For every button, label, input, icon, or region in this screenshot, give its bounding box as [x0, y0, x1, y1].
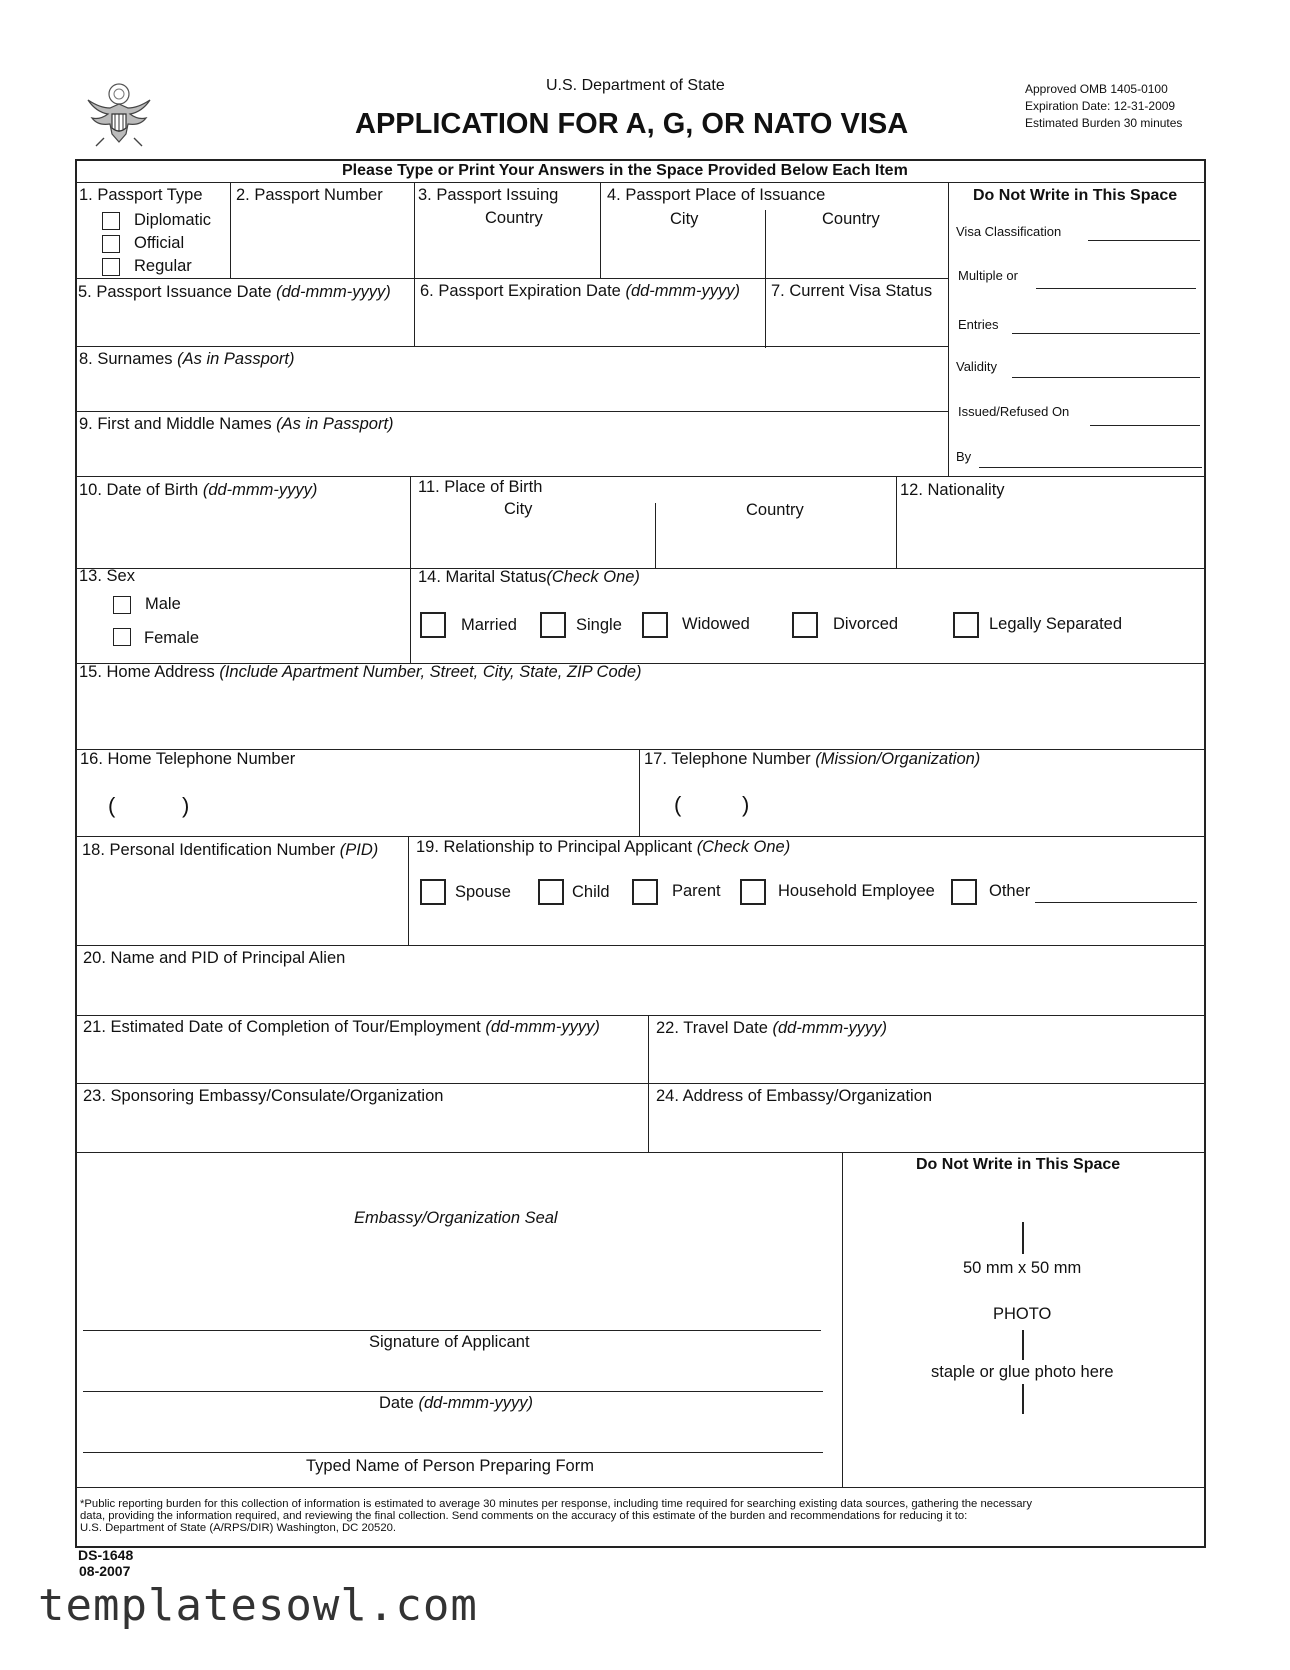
- option-divorced: Divorced: [833, 615, 899, 633]
- state-department-seal-icon: [82, 80, 156, 152]
- instructions: Please Type or Print Your Answers in the Space Provided Below Each Item: [342, 162, 908, 179]
- label-current-visa-status: 7. Current Visa Status: [771, 282, 933, 300]
- typed-name-label: Typed Name of Person Preparing Form: [306, 1457, 594, 1475]
- label-first-middle-names: 9. First and Middle Names (As in Passport): [79, 415, 394, 433]
- label-entries: Entries: [958, 317, 999, 332]
- label-home-address: 15. Home Address (Include Apartment Number, Street, City, State, ZIP Code): [79, 663, 642, 681]
- option-female: Female: [144, 629, 200, 647]
- form-title: APPLICATION FOR A, G, OR NATO VISA: [355, 108, 909, 140]
- option-official: Official: [134, 234, 185, 252]
- footnote-line-3: U.S. Department of State (A/RPS/DIR) Washington, DC 20520.: [80, 1522, 397, 1534]
- checkbox-married[interactable]: [420, 612, 446, 638]
- checkbox-divorced[interactable]: [792, 612, 818, 638]
- label-passport-number: 2. Passport Number: [236, 186, 383, 204]
- label-mission-telephone: 17. Telephone Number (Mission/Organization): [644, 750, 981, 768]
- label-principal-alien: 20. Name and PID of Principal Alien: [83, 949, 346, 967]
- label-passport-type: 1. Passport Type: [79, 186, 203, 204]
- checkbox-male[interactable]: [113, 596, 131, 614]
- label-home-telephone: 16. Home Telephone Number: [80, 750, 296, 768]
- label-birth-city: City: [504, 500, 533, 518]
- expiration-date: Expiration Date: 12-31-2009: [1025, 99, 1176, 113]
- label-by: By: [956, 449, 972, 464]
- option-single: Single: [576, 616, 622, 634]
- checkbox-parent[interactable]: [632, 879, 658, 905]
- checkbox-household-employee[interactable]: [740, 879, 766, 905]
- checkbox-diplomatic[interactable]: [102, 212, 120, 230]
- checkbox-child[interactable]: [538, 879, 564, 905]
- label-travel-date: 22. Travel Date (dd-mmm-yyyy): [656, 1019, 888, 1037]
- label-issuance-country: Country: [822, 210, 880, 228]
- photo-instruction: staple or glue photo here: [931, 1363, 1114, 1381]
- label-date-of-birth: 10. Date of Birth (dd-mmm-yyyy): [79, 481, 318, 499]
- form-revision-date: 08-2007: [79, 1563, 131, 1579]
- checkbox-other[interactable]: [951, 879, 977, 905]
- option-married: Married: [461, 616, 517, 634]
- label-visa-classification: Visa Classification: [956, 224, 1062, 239]
- watermark: templatesowl.com: [38, 1580, 478, 1631]
- option-male: Male: [145, 595, 181, 613]
- checkbox-single[interactable]: [540, 612, 566, 638]
- option-child: Child: [572, 883, 610, 901]
- option-spouse: Spouse: [455, 883, 511, 901]
- label-issuance-city: City: [670, 210, 699, 228]
- label-issuing-country: Country: [485, 209, 543, 227]
- label-issuance-date: 5. Passport Issuance Date (dd-mmm-yyyy): [78, 283, 391, 301]
- estimated-burden: Estimated Burden 30 minutes: [1025, 116, 1183, 130]
- form-id: DS-1648: [78, 1547, 134, 1563]
- footnote-line-2: data, providing the information required, and reviewing the final collection. Send comments on the accuracy of this estimate of the burden and recommendations for reducing it to:: [80, 1510, 968, 1522]
- label-passport-issuing: 3. Passport Issuing: [418, 186, 559, 204]
- checkbox-official[interactable]: [102, 235, 120, 253]
- photo-label: PHOTO: [993, 1305, 1052, 1323]
- footnote-line-1: *Public reporting burden for this collection of information is estimated to average 30 minutes per response, including time required for searching existing data sources, gathering the necessary: [80, 1498, 1032, 1510]
- label-surnames: 8. Surnames (As in Passport): [79, 350, 295, 368]
- label-place-of-birth: 11. Place of Birth: [418, 478, 543, 496]
- label-marital-status: 14. Marital Status(Check One): [418, 568, 640, 586]
- signature-label: Signature of Applicant: [369, 1333, 530, 1351]
- label-completion-date: 21. Estimated Date of Completion of Tour/Employment (dd-mmm-yyyy): [83, 1018, 600, 1036]
- label-birth-country: Country: [746, 501, 804, 519]
- embassy-seal-label: Embassy/Organization Seal: [354, 1209, 558, 1227]
- label-relationship: 19. Relationship to Principal Applicant (Check One): [416, 838, 791, 856]
- mission-telephone-area-open: (: [674, 792, 682, 817]
- checkbox-legally-separated[interactable]: [953, 612, 979, 638]
- home-telephone-area-close: ): [182, 793, 190, 818]
- label-issued-refused: Issued/Refused On: [958, 404, 1070, 419]
- home-telephone-area-open: (: [108, 793, 116, 818]
- option-regular: Regular: [134, 257, 192, 275]
- agency-name: U.S. Department of State: [546, 77, 725, 94]
- label-pid: 18. Personal Identification Number (PID): [82, 841, 379, 859]
- label-multiple-or: Multiple or: [958, 268, 1018, 283]
- option-diplomatic: Diplomatic: [134, 211, 212, 229]
- label-nationality: 12. Nationality: [900, 481, 1005, 499]
- option-household-employee: Household Employee: [778, 882, 935, 900]
- label-expiration-date: 6. Passport Expiration Date (dd-mmm-yyyy): [420, 282, 741, 300]
- date-label: Date (dd-mmm-yyyy): [379, 1394, 534, 1412]
- official-use-title: Do Not Write in This Space: [973, 187, 1178, 204]
- mission-telephone-area-close: ): [742, 792, 750, 817]
- photo-area-title: Do Not Write in This Space: [916, 1156, 1121, 1173]
- option-parent: Parent: [672, 882, 721, 900]
- checkbox-regular[interactable]: [102, 258, 120, 276]
- option-legally-separated: Legally Separated: [989, 615, 1123, 633]
- label-place-of-issuance: 4. Passport Place of Issuance: [607, 186, 826, 204]
- option-other: Other: [989, 882, 1031, 900]
- omb-number: Approved OMB 1405-0100: [1025, 82, 1168, 96]
- label-validity: Validity: [956, 359, 997, 374]
- label-embassy-address: 24. Address of Embassy/Organization: [656, 1087, 933, 1105]
- label-sex: 13. Sex: [79, 567, 135, 585]
- checkbox-female[interactable]: [113, 628, 131, 646]
- checkbox-widowed[interactable]: [642, 612, 668, 638]
- label-sponsoring-embassy: 23. Sponsoring Embassy/Consulate/Organization: [83, 1087, 444, 1105]
- photo-size-label: 50 mm x 50 mm: [963, 1259, 1082, 1277]
- option-widowed: Widowed: [682, 615, 750, 633]
- checkbox-spouse[interactable]: [420, 879, 446, 905]
